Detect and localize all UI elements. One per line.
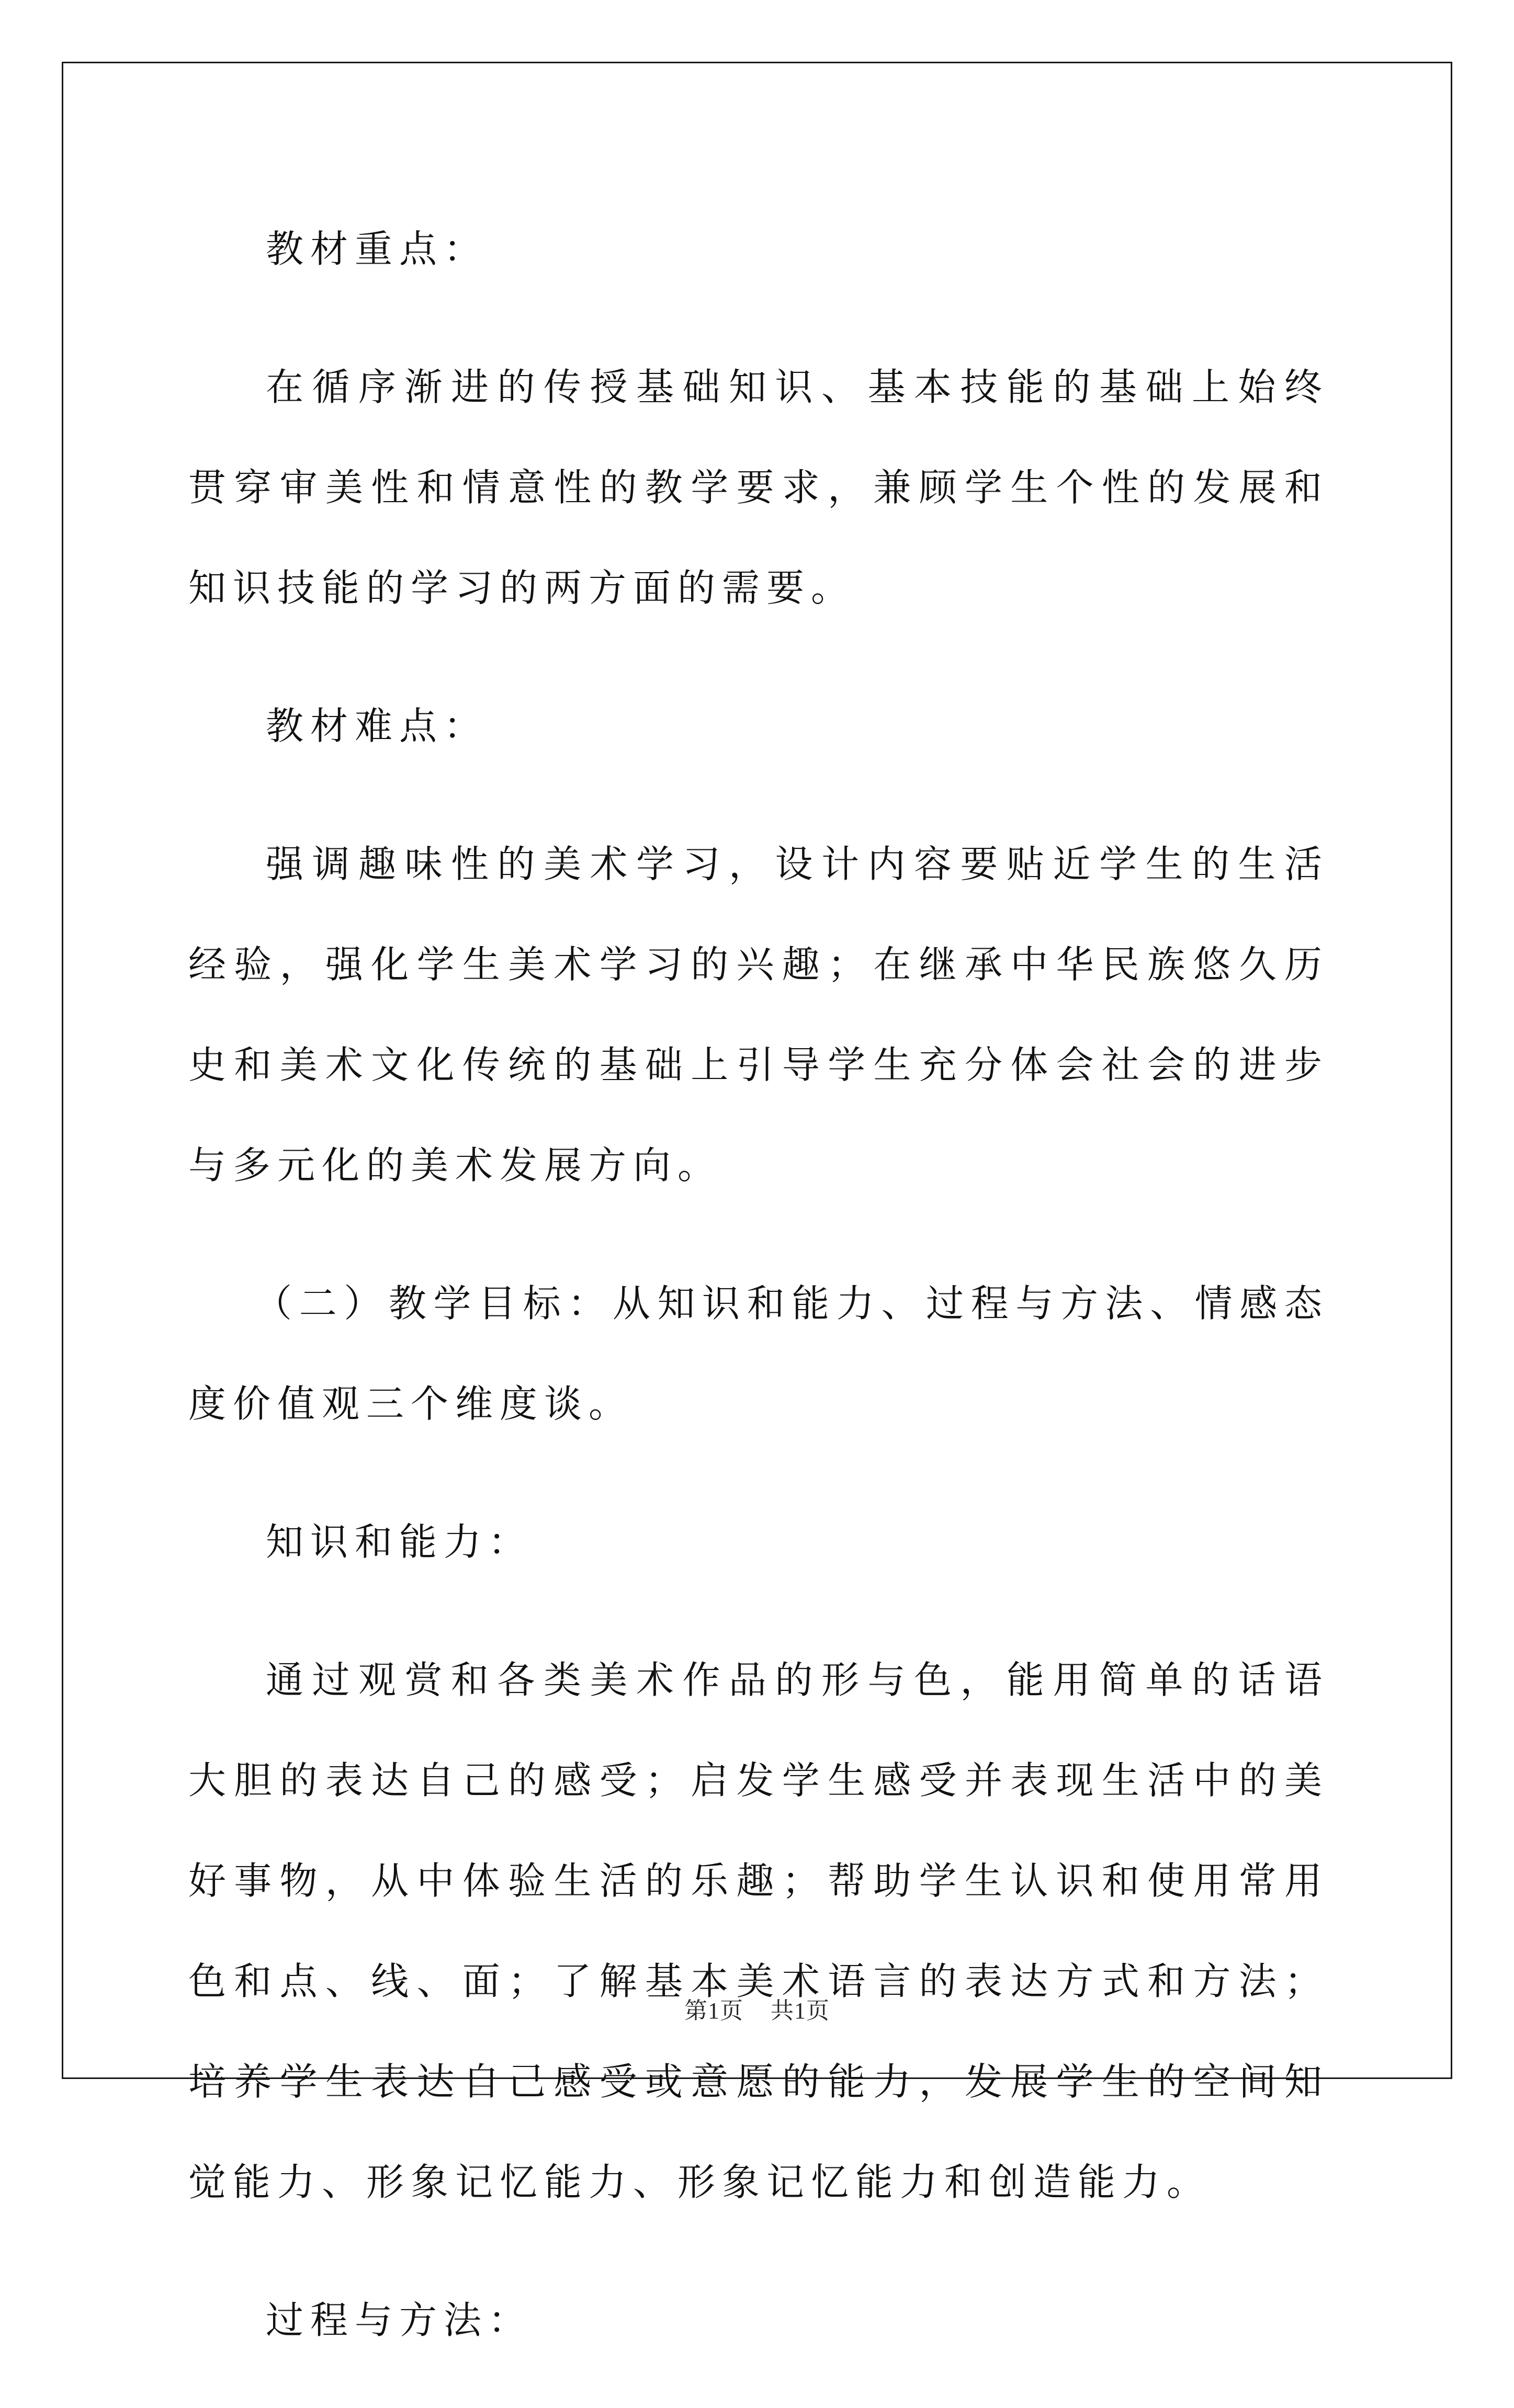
heading-knowledge-ability: 知识和能力：	[266, 1520, 533, 1564]
teaching-goals-paragraph: （二）教学目标：从知识和能力、过程与方法、情感态度价值观三个维度谈。	[188, 1281, 1329, 1426]
document-body	[188, 199, 1329, 2408]
page-number-total: 共1页	[771, 1998, 830, 2024]
knowledge-ability-paragraph: 通过观赏和各类美术作品的形与色，能用简单的话语大胆的表达自己的感受；启发学生感受并表现生活中的美好事物，从中体验生活的乐趣；帮助学生认识和使用常用色和点、线、面；了解基本美术语言的表达方式和方法；培养学生表达自己感受或意愿的能力，发展学生的空间知觉能力、形象记忆能力、形象记忆能力和创造能力。	[188, 1658, 1329, 2204]
difficulties-paragraph: 强调趣味性的美术学习，设计内容要贴近学生的生活经验，强化学生美术学习的兴趣；在继承中华民族悠久历史和美术文化传统的基础上引导学生充分体会社会的进步与多元化的美术发展方向。	[188, 842, 1329, 1187]
heading-difficulties: 教材难点：	[266, 704, 489, 748]
heading-process-method: 过程与方法：	[266, 2298, 533, 2342]
page-footer	[0, 1992, 1514, 2025]
key-points-paragraph: 在循序渐进的传授基础知识、基本技能的基础上始终贯穿审美性和情意性的教学要求，兼顾学生个性的发展和知识技能的学习的两方面的需要。	[188, 365, 1329, 610]
heading-key-points: 教材重点：	[266, 227, 489, 271]
page-number-current: 第1页	[684, 1998, 743, 2024]
